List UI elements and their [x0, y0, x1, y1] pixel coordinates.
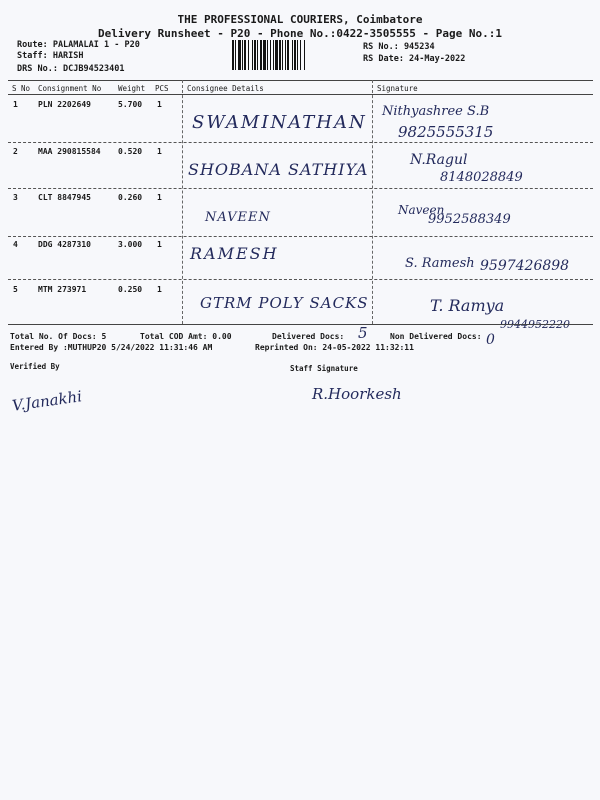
- row-consignee-handwritten: RAMESH: [190, 244, 279, 263]
- row-weight: 0.250: [118, 285, 143, 294]
- entered-by: Entered By :MUTHUP20 5/24/2022 11:31:46 AM: [10, 343, 213, 352]
- col-header-signature: Signature: [377, 84, 418, 93]
- column-divider-signature: [372, 80, 373, 324]
- row-signature-handwritten: S. Ramesh: [405, 256, 475, 271]
- col-header-consignee: Consignee Details: [187, 84, 264, 93]
- row-pcs: 1: [157, 285, 162, 294]
- delivered-docs-handwritten: 5: [358, 324, 368, 342]
- row-phone-handwritten: 9944952220: [500, 318, 570, 331]
- barcode-bar: [292, 40, 293, 70]
- barcode-bar: [304, 40, 305, 70]
- row-sno: 3: [13, 193, 18, 202]
- row-consignment: DDG 4287310: [38, 240, 91, 249]
- barcode-bar: [238, 40, 241, 70]
- drs-number: DRS No.: DCJB94523401: [17, 64, 125, 74]
- col-header-sno: S No: [12, 84, 31, 93]
- barcode-bar: [254, 40, 256, 70]
- row-sno: 2: [13, 147, 18, 156]
- barcode-bar: [287, 40, 289, 70]
- row-weight: 5.700: [118, 100, 143, 109]
- barcode-bar: [260, 40, 262, 70]
- row-weight: 3.000: [118, 240, 143, 249]
- barcode-bar: [235, 40, 236, 70]
- verified-by-label: Verified By: [10, 362, 60, 371]
- barcode-bar: [252, 40, 253, 70]
- col-header-pcs: PCS: [155, 84, 169, 93]
- row-pcs: 1: [157, 240, 162, 249]
- row-separator: [8, 188, 593, 189]
- table-top-rule: [8, 80, 593, 81]
- barcode-bar: [279, 40, 281, 70]
- barcode-bar: [297, 40, 298, 70]
- row-consignment: PLN 2202649: [38, 100, 91, 109]
- row-phone-handwritten: 9952588349: [428, 212, 511, 227]
- row-weight: 0.520: [118, 147, 143, 156]
- row-consignment: MTM 273971: [38, 285, 87, 294]
- row-sno: 5: [13, 285, 18, 294]
- row-consignee-handwritten: SWAMINATHAN: [192, 112, 367, 133]
- barcode-bar: [270, 40, 271, 70]
- non-delivered-docs-label: Non Delivered Docs:: [390, 332, 482, 341]
- barcode-bar: [263, 40, 266, 70]
- barcode-bar: [282, 40, 283, 70]
- row-consignee-handwritten: SHOBANA SATHIYA: [188, 160, 369, 179]
- row-weight: 0.260: [118, 193, 143, 202]
- row-separator: [8, 142, 593, 143]
- total-cod: Total COD Amt: 0.00: [140, 332, 232, 341]
- barcode-bar: [300, 40, 301, 70]
- barcode-bar: [273, 40, 274, 70]
- row-consignment: CLT 8847945: [38, 193, 91, 202]
- barcode-bar: [275, 40, 278, 70]
- row-phone-handwritten: 9825555315: [398, 123, 494, 141]
- row-consignee-handwritten: NAVEEN: [205, 210, 271, 225]
- table-bottom-rule: [8, 324, 593, 325]
- runsheet-subtitle: Delivery Runsheet - P20 - Phone No.:0422-3505555 - Page No.:1: [98, 27, 502, 40]
- row-signature-handwritten: Nithyashree S.B: [382, 104, 490, 119]
- row-signature-handwritten: N.Ragul: [410, 152, 468, 168]
- row-sno: 4: [13, 240, 18, 249]
- barcode-bar: [267, 40, 268, 70]
- row-pcs: 1: [157, 147, 162, 156]
- barcode-bar: [257, 40, 258, 70]
- staff-label: Staff: HARISH: [17, 51, 84, 61]
- barcode: [232, 40, 358, 70]
- barcode-bar: [242, 40, 243, 70]
- rs-date: RS Date: 24-May-2022: [363, 54, 466, 64]
- barcode-bar: [232, 40, 234, 70]
- barcode-bar: [294, 40, 296, 70]
- table-header-rule: [8, 94, 593, 95]
- col-header-weight: Weight: [118, 84, 146, 93]
- route-label: Route: PALAMALAI 1 - P20: [17, 40, 140, 50]
- row-phone-handwritten: 9597426898: [480, 258, 570, 274]
- row-signature-handwritten: T. Ramya: [430, 296, 505, 315]
- row-pcs: 1: [157, 100, 162, 109]
- row-phone-handwritten: 8148028849: [440, 170, 523, 185]
- row-signature-handwritten: Naveen: [398, 203, 445, 217]
- row-separator: [8, 279, 593, 280]
- row-sno: 1: [13, 100, 18, 109]
- row-consignment: MAA 290815584: [38, 147, 101, 156]
- staff-signature-label: Staff Signature: [290, 364, 358, 373]
- row-separator: [8, 236, 593, 237]
- total-docs: Total No. Of Docs: 5: [10, 332, 107, 341]
- company-title: THE PROFESSIONAL COURIERS, Coimbatore: [177, 13, 423, 26]
- col-header-consignment: Consignment No: [38, 84, 102, 93]
- barcode-bar: [285, 40, 286, 70]
- delivered-docs-label: Delivered Docs:: [272, 332, 345, 341]
- barcode-bar: [244, 40, 246, 70]
- column-divider-consignee: [182, 80, 183, 324]
- row-consignee-handwritten: GTRM POLY SACKS: [200, 294, 369, 312]
- reprinted-on: Reprinted On: 24-05-2022 11:32:11: [255, 343, 414, 352]
- barcode-bar: [248, 40, 249, 70]
- verified-by-signature: V.Janakhi: [11, 387, 84, 415]
- staff-signature-handwritten: R.Hoorkesh: [312, 385, 402, 403]
- rs-number: RS No.: 945234: [363, 42, 435, 52]
- row-pcs: 1: [157, 193, 162, 202]
- non-delivered-docs-handwritten: 0: [486, 332, 495, 348]
